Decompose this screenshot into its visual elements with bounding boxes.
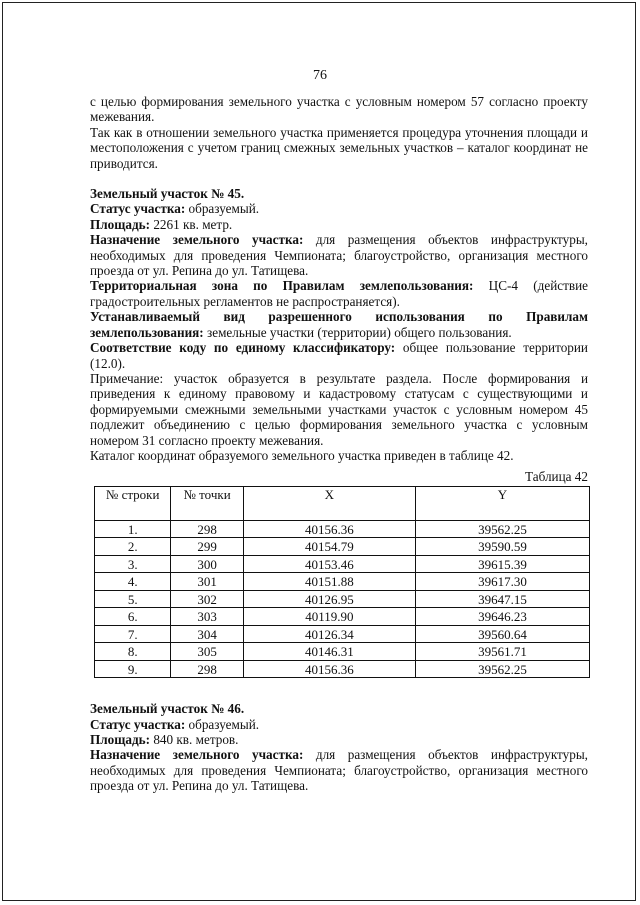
table-row bbox=[95, 643, 590, 661]
table-caption: Таблица 42 bbox=[525, 469, 588, 485]
table-cell: 9. bbox=[95, 660, 171, 678]
header-point-number: № точки bbox=[171, 486, 243, 520]
table-row bbox=[95, 590, 590, 608]
plot45-use: Устанавливаемый вид разрешенного использования по Правилам землепользования: земельные участки (территории) общего пользования. bbox=[90, 309, 588, 340]
plot45-title: Земельный участок № 45. bbox=[90, 186, 245, 202]
table-cell: 40156.36 bbox=[243, 520, 415, 538]
header-x: X bbox=[243, 486, 415, 520]
table-cell: 39561.71 bbox=[415, 643, 589, 661]
table-cell: 40151.88 bbox=[243, 573, 415, 591]
table-row bbox=[95, 608, 590, 626]
table-cell: 300 bbox=[171, 555, 243, 573]
table-row bbox=[95, 573, 590, 591]
table-cell: 39647.15 bbox=[415, 590, 589, 608]
plot45-status: Статус участка: образуемый. bbox=[90, 201, 260, 217]
plot46-area: Площадь: 840 кв. метров. bbox=[90, 732, 239, 748]
table-cell: 39562.25 bbox=[415, 660, 589, 678]
table-cell: 40153.46 bbox=[243, 555, 415, 573]
intro-paragraph-1: с целью формирования земельного участка с условным номером 57 согласно проекту межевания. bbox=[90, 94, 588, 125]
intro-paragraph-2: Так как в отношении земельного участка применяется процедура уточнения площади и местоположения с учетом границ смежных земельных участков – каталог координат не приводится. bbox=[90, 124, 588, 171]
table-cell: 305 bbox=[171, 643, 243, 661]
table-row bbox=[95, 625, 590, 643]
table-row bbox=[95, 538, 590, 556]
table-cell: 40126.95 bbox=[243, 590, 415, 608]
plot45-zone: Территориальная зона по Правилам землепользования: ЦС-4 (действие градостроительных регламентов не распространяется). bbox=[90, 278, 589, 309]
table-row bbox=[95, 520, 590, 538]
plot45-purpose: Назначение земельного участка: для размещения объектов инфраструктуры, необходимых для проведения Чемпионата; благоустройство, организация местного проезда от ул. Репина до ул. Татищева. bbox=[90, 232, 588, 279]
table-cell: 298 bbox=[171, 520, 243, 538]
table-cell: 39615.39 bbox=[415, 555, 589, 573]
table-cell: 40119.90 bbox=[243, 608, 415, 626]
table-cell: 39646.23 bbox=[415, 608, 589, 626]
table-cell: 40154.79 bbox=[243, 538, 415, 556]
table-cell: 39617.30 bbox=[415, 573, 589, 591]
table-row bbox=[95, 555, 590, 573]
header-row-number: № строки bbox=[95, 486, 171, 520]
document-body bbox=[90, 94, 588, 794]
plot45-catalog: Каталог координат образуемого земельного участка приведен в таблице 42. bbox=[90, 447, 514, 463]
table-cell: 39590.59 bbox=[415, 538, 589, 556]
table-cell: 39560.64 bbox=[415, 625, 589, 643]
table-cell: 7. bbox=[95, 625, 171, 643]
table-cell: 303 bbox=[171, 608, 243, 626]
plot46-purpose: Назначение земельного участка: для размещения объектов инфраструктуры, необходимых для проведения Чемпионата; благоустройство, организация местного проезда от ул. Репина до ул. Татищева. bbox=[90, 747, 588, 794]
table-cell: 299 bbox=[171, 538, 243, 556]
table-cell: 40126.34 bbox=[243, 625, 415, 643]
plot46-status: Статус участка: образуемый. bbox=[90, 716, 260, 732]
table-row bbox=[95, 660, 590, 678]
plot45-note: Примечание: участок образуется в результате раздела. После формирования и приведения к единому правовому и кадастровому статусам с существующими и формируемыми смежными земельными участками участок с условным номером 45 подлежит объединению с целью формирования земельного участка с условным номером 31 согласно проекту межевания. bbox=[90, 370, 588, 448]
table-cell: 40146.31 bbox=[243, 643, 415, 661]
table-cell: 3. bbox=[95, 555, 171, 573]
table-cell: 1. bbox=[95, 520, 171, 538]
coordinates-table bbox=[94, 486, 590, 679]
table-cell: 298 bbox=[171, 660, 243, 678]
table-cell: 302 bbox=[171, 590, 243, 608]
table-cell: 304 bbox=[171, 625, 243, 643]
plot46-title: Земельный участок № 46. bbox=[90, 701, 245, 717]
table-cell: 5. bbox=[95, 590, 171, 608]
table-cell: 4. bbox=[95, 573, 171, 591]
table-cell: 301 bbox=[171, 573, 243, 591]
header-y: Y bbox=[415, 486, 589, 520]
table-cell: 2. bbox=[95, 538, 171, 556]
table-cell: 8. bbox=[95, 643, 171, 661]
plot45-area: Площадь: 2261 кв. метр. bbox=[90, 216, 233, 232]
plot45-code: Соответствие коду по единому классификатору: общее пользование территории (12.0). bbox=[90, 340, 588, 371]
table-cell: 40156.36 bbox=[243, 660, 415, 678]
table-cell: 39562.25 bbox=[415, 520, 589, 538]
table-cell: 6. bbox=[95, 608, 171, 626]
page-number: 76 bbox=[313, 68, 327, 83]
